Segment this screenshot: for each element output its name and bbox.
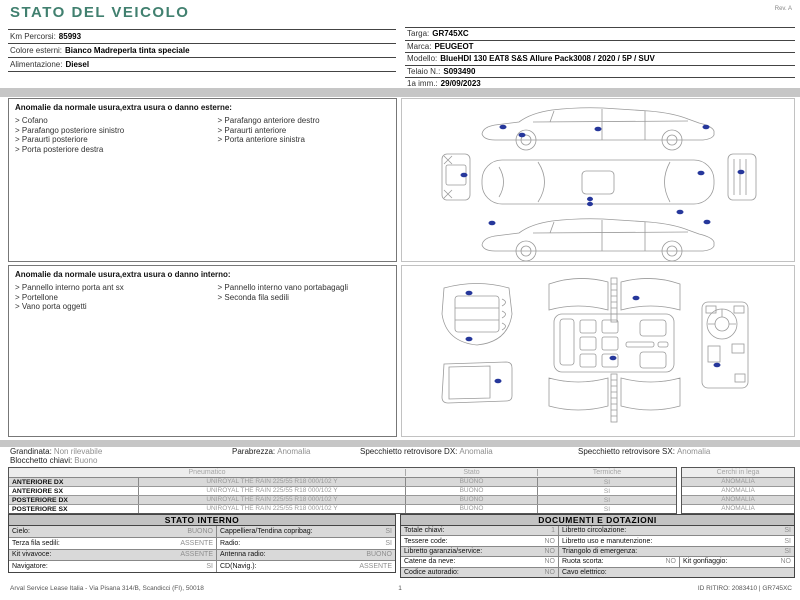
page-number: 1 (398, 585, 402, 592)
field-value: 29/09/2023 (440, 79, 481, 89)
tyre-state: BUONO (406, 478, 538, 486)
field-targa (405, 28, 795, 41)
section-divider (0, 440, 800, 447)
status-label: Grandinata: (10, 447, 52, 456)
item-value: BUONO (187, 527, 213, 535)
field-label: Modello: (407, 54, 438, 64)
item-label: Cielo: (12, 527, 30, 535)
item-value: ASSENTE (180, 551, 213, 559)
field-modello (405, 53, 795, 66)
tyre-state: BUONO (406, 487, 538, 495)
item-value: NO (544, 537, 555, 545)
item-label: Libretto garanzia/service: (404, 547, 483, 555)
field-label: Colore esterni: (10, 46, 63, 55)
exterior-anomalies-box (8, 98, 397, 262)
item-label: Codice autoradio: (404, 568, 459, 576)
vehicle-summary-left (8, 29, 396, 72)
tyre-spec: UNIROYAL THE RAIN 225/55 R18 000/102 Y (139, 478, 406, 486)
item-label: Cavo elettrico: (562, 568, 607, 576)
interior-damage-diagram (401, 265, 795, 437)
status-label: Blocchetto chiavi: (10, 456, 73, 465)
vehicle-summary-right (405, 27, 795, 91)
table-row (9, 478, 676, 487)
tyre-spec: UNIROYAL THE RAIN 225/55 R18 000/102 Y (139, 505, 406, 513)
tyre-spec: UNIROYAL THE RAIN 225/55 R18 000/102 Y (139, 496, 406, 504)
col-header-stato: Stato (406, 469, 538, 476)
field-alimentazione (8, 58, 396, 72)
col-header-cerchi: Cerchi in lega (682, 468, 794, 478)
item-label: Tessere code: (404, 537, 448, 545)
item-value: SI (385, 527, 392, 535)
anomaly-item: > Parafango anteriore destro (218, 116, 391, 126)
exterior-anomalies-title: Anomalie da normale usura,extra usura o danno esterne: (15, 103, 232, 112)
field-label: Telaio N.: (407, 66, 441, 76)
anomaly-item: > Pannello interno vano portabagagli (218, 283, 391, 293)
table-row: ANOMALIA (682, 487, 794, 496)
tyre-thermal: SI (603, 487, 611, 495)
table-row (401, 557, 794, 567)
table-row (9, 496, 676, 505)
anomaly-item: > Porta anteriore sinistra (218, 135, 391, 145)
item-value: SI (784, 527, 791, 535)
anomaly-item: > Paraurti anteriore (218, 126, 391, 136)
alloy-wheels-table (681, 467, 795, 514)
tyre-spec: UNIROYAL THE RAIN 225/55 R18 000/102 Y (139, 487, 406, 495)
item-value: SI (784, 537, 791, 545)
field-value: Diesel (65, 60, 90, 69)
status-label: Specchietto retrovisore SX: (578, 447, 675, 456)
item-value: NO (544, 568, 555, 576)
item-label: Antenna radio: (220, 551, 266, 559)
interior-anomalies-col2 (218, 283, 391, 312)
status-grandinata (10, 447, 102, 456)
interior-anomalies-box (8, 265, 397, 437)
table-row (401, 547, 794, 557)
table-row (401, 526, 794, 536)
anomaly-item: > Portellone (15, 293, 218, 303)
status-value: Anomalia (277, 447, 311, 456)
table-row (9, 538, 395, 550)
anomaly-item: > Paraurti posteriore (15, 135, 218, 145)
item-value: 1 (551, 527, 555, 535)
item-value: NO (665, 558, 676, 566)
anomaly-item: > Vano porta oggetti (15, 302, 218, 312)
item-value: BUONO (366, 551, 392, 559)
table-row: ANOMALIA (682, 496, 794, 505)
item-label: CD(Navig.): (220, 563, 257, 571)
car-interior-sketch (402, 266, 794, 436)
table-row (9, 526, 395, 538)
item-label: Navigatore: (12, 563, 48, 571)
exterior-anomalies-col1 (15, 116, 218, 154)
table-row (9, 487, 676, 496)
item-label: Radio: (220, 539, 241, 547)
tyre-thermal: SI (603, 505, 611, 513)
item-value: SI (784, 547, 791, 555)
field-label: Km Percorsi: (10, 32, 56, 41)
table-row: ANOMALIA (721, 505, 755, 512)
tyre-position: ANTERIORE DX (9, 478, 139, 486)
table-row (401, 568, 794, 577)
table-row (9, 561, 395, 572)
field-value: 85993 (58, 32, 82, 41)
tyre-table (8, 467, 677, 514)
item-value: ASSENTE (180, 539, 213, 547)
table-row (9, 550, 395, 562)
field-marca (405, 41, 795, 54)
tyre-position: POSTERIORE SX (9, 505, 139, 513)
status-value: Anomalia (459, 447, 493, 456)
status-label: Specchietto retrovisore DX: (360, 447, 458, 456)
tyre-thermal: SI (603, 496, 611, 504)
item-label: Cappelliera/Tendina copribag: (220, 527, 313, 535)
documents-equipment-table (400, 514, 795, 578)
item-value: SI (385, 539, 392, 547)
page-title: STATO DEL VEICOLO (10, 4, 190, 21)
status-value: Non rilevabile (53, 447, 103, 456)
anomaly-item: > Porta posteriore destra (15, 145, 218, 155)
item-label: Kit vivavoce: (12, 551, 52, 559)
status-specchietto-dx (360, 447, 493, 456)
tyre-table-header (9, 468, 676, 478)
tyre-position: ANTERIORE SX (9, 487, 139, 495)
col-header-termiche: Termiche (592, 469, 622, 476)
field-value: S093490 (443, 66, 476, 76)
tyre-state: BUONO (406, 505, 538, 513)
status-specchietto-sx (578, 447, 710, 456)
item-label: Kit gonfiaggio: (683, 558, 728, 566)
item-label: Catene da neve: (404, 558, 456, 566)
status-blocchetto (10, 456, 97, 465)
anomaly-item: > Pannello interno porta ant sx (15, 283, 218, 293)
item-value: NO (780, 558, 791, 566)
field-label: 1a imm.: (407, 79, 438, 89)
interior-state-title: STATO INTERNO (9, 515, 395, 526)
table-row: ANOMALIA (682, 478, 794, 487)
field-value: GR745XC (432, 29, 469, 39)
item-label: Ruota scorta: (562, 558, 604, 566)
company-address: Arval Service Lease Italia - Via Pisana 314/B, Scandicci (FI), 50018 (10, 585, 204, 592)
documents-title: DOCUMENTI E DOTAZIONI (401, 515, 794, 526)
anomaly-item: > Parafango posteriore sinistro (15, 126, 218, 136)
status-label: Parabrezza: (232, 447, 276, 456)
table-row (9, 505, 676, 513)
item-value: SI (206, 563, 213, 571)
field-label: Marca: (407, 41, 432, 51)
item-label: Triangolo di emergenza: (562, 547, 638, 555)
field-label: Alimentazione: (10, 60, 63, 69)
status-value: Anomalia (676, 447, 711, 456)
exterior-damage-diagram (401, 98, 795, 262)
tyre-state: BUONO (406, 496, 538, 504)
item-label: Libretto uso e manutenzione: (562, 537, 653, 545)
item-value: NO (544, 547, 555, 555)
item-label: Totale chiavi: (404, 527, 445, 535)
field-value: PEUGEOT (434, 41, 474, 51)
pickup-id: ID RITIRO: 2083410 | GR745XC (697, 585, 792, 592)
field-value: Bianco Madreperla tinta speciale (65, 46, 190, 55)
tyre-thermal: SI (603, 478, 611, 486)
interior-anomalies-col1 (15, 283, 218, 312)
car-exterior-sketch (402, 99, 794, 261)
col-header-pneumatico: Pneumatico (9, 469, 406, 476)
item-label: Libretto circolazione: (562, 527, 627, 535)
item-value: ASSENTE (359, 563, 392, 571)
item-value: NO (544, 558, 555, 566)
field-colore (8, 44, 396, 58)
interior-state-table (8, 514, 396, 573)
interior-anomalies-title: Anomalie da normale usura,extra usura o danno interno: (15, 270, 231, 279)
anomaly-item: > Seconda fila sedili (218, 293, 391, 303)
item-label: Terza fila sedili: (12, 539, 60, 547)
tyre-position: POSTERIORE DX (9, 496, 139, 504)
exterior-anomalies-col2 (218, 116, 391, 154)
anomaly-item: > Cofano (15, 116, 218, 126)
revision-label: Rev. A (774, 6, 792, 12)
field-value: BlueHDI 130 EAT8 S&S Allure Pack3008 / 2020 / 5P / SUV (440, 54, 655, 64)
status-parabrezza (232, 447, 311, 456)
field-label: Targa: (407, 29, 430, 39)
field-km (8, 30, 396, 44)
section-divider (0, 88, 800, 97)
field-telaio (405, 66, 795, 79)
status-value: Buono (74, 456, 98, 465)
table-row (401, 536, 794, 546)
